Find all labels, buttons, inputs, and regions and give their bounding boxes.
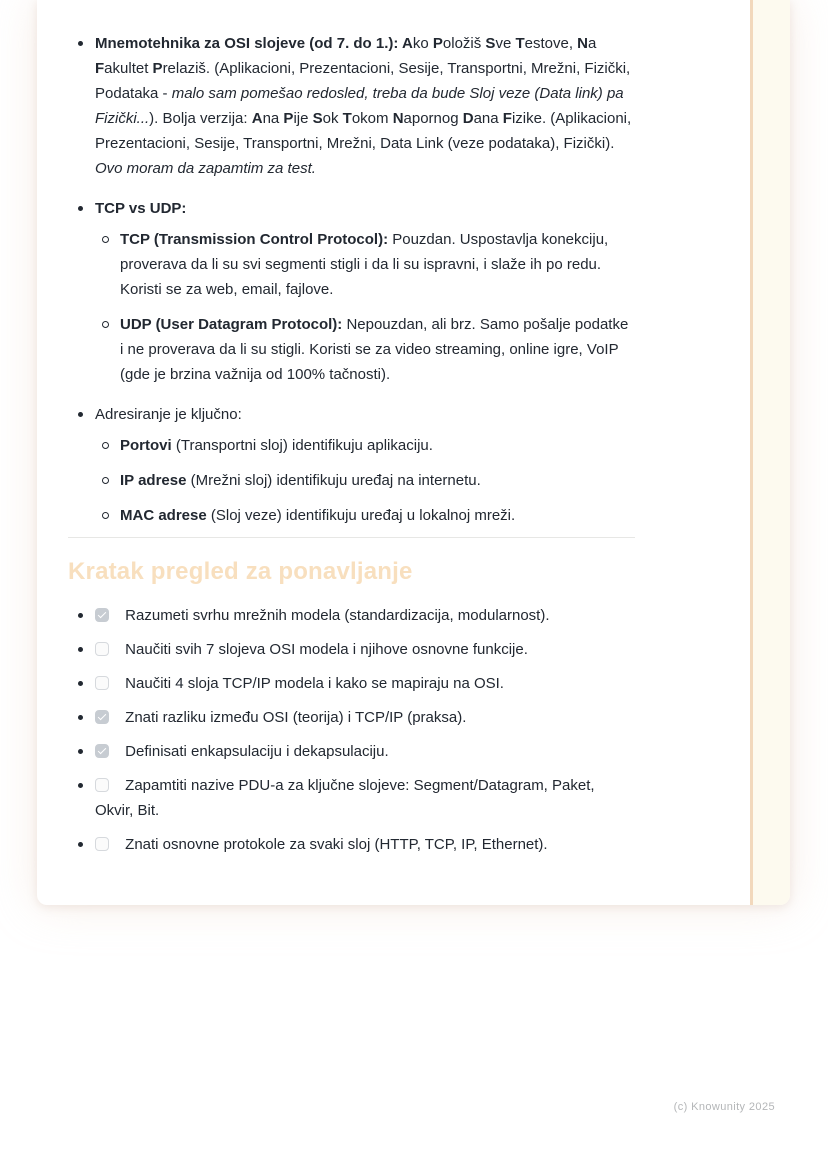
review-heading: Kratak pregled za ponavljanje bbox=[68, 558, 413, 585]
checklist-item bbox=[68, 671, 635, 696]
udp-text: UDP (User Datagram Protocol): Nepouzdan, ali brz. Samo pošalje podatke i ne proverava da li su stigli. Koristi se za video streaming, online igre, VoIP (gde je brzina važnija od 100% tačnosti). bbox=[120, 316, 629, 383]
checkbox[interactable] bbox=[95, 676, 109, 690]
list-item-ip-addresses bbox=[95, 468, 635, 493]
checklist-item bbox=[68, 739, 635, 764]
checklist-item-label: Znati osnovne protokole za svaki sloj (HTTP, TCP, IP, Ethernet). bbox=[125, 836, 548, 853]
list-item-ports bbox=[95, 433, 635, 458]
addressing-sublist bbox=[95, 433, 635, 528]
checklist-item bbox=[68, 603, 635, 628]
notes-list bbox=[68, 31, 635, 543]
checklist-item-label: Naučiti svih 7 slojeva OSI modela i njihove osnovne funkcije. bbox=[125, 641, 528, 658]
checklist-item bbox=[68, 637, 635, 662]
list-item-tcp bbox=[95, 227, 635, 302]
copyright-footer: (c) Knowunity 2025 bbox=[673, 1101, 775, 1113]
mac-addresses-text: MAC adrese (Sloj veze) identifikuju uređaj u lokalnoj mreži. bbox=[120, 507, 516, 524]
tcp-text: TCP (Transmission Control Protocol): Pouzdan. Uspostavlja konekciju, proverava da li su svi segmenti stigli i da li su ispravni, i slaže ih po redu. Koristi se za web, email, fajlove. bbox=[120, 231, 609, 298]
checkbox[interactable] bbox=[95, 710, 109, 724]
checkbox[interactable] bbox=[95, 778, 109, 792]
ports-text: Portovi (Transportni sloj) identifikuju aplikaciju. bbox=[120, 437, 433, 454]
checklist-item-label: Definisati enkapsulaciju i dekapsulaciju. bbox=[125, 743, 389, 760]
list-item-addressing bbox=[68, 402, 635, 528]
checkbox[interactable] bbox=[95, 744, 109, 758]
checklist-item bbox=[68, 832, 635, 857]
checklist-item-label: Znati razliku između OSI (teorija) i TCP/IP (praksa). bbox=[125, 709, 467, 726]
section-divider bbox=[68, 537, 635, 538]
addressing-title: Adresiranje je ključno: bbox=[95, 406, 242, 423]
tcp-udp-sublist bbox=[95, 227, 635, 387]
checklist-item-label: Naučiti 4 sloja TCP/IP modela i kako se mapiraju na OSI. bbox=[125, 675, 504, 692]
checklist-item bbox=[68, 773, 635, 823]
tcp-udp-title: TCP vs UDP: bbox=[95, 200, 187, 217]
list-item-mnemonic bbox=[68, 31, 635, 181]
checkbox[interactable] bbox=[95, 642, 109, 656]
list-item-udp bbox=[95, 312, 635, 387]
checklist-item bbox=[68, 705, 635, 730]
page-margin-strip bbox=[750, 0, 790, 905]
mnemonic-text: Mnemotehnika za OSI slojeve (od 7. do 1.): Ako Položiš Sve Testove, Na Fakultet Prelaziš. (Aplikacioni, Prezentacioni, Sesije, Transportni, Mrežni, Fizički, Podataka - malo sam pomešao redosled, treba da bude Sloj veze (Data link) pa Fizički...). Bolja verzija: Ana Pije Sok Tokom Napornog Dana Fizike. (Aplikacioni, Prezentacioni, Sesije, Transportni, Mrežni, Data Link (veze podataka), Fizički). Ovo moram da zapamtim za test. bbox=[95, 35, 632, 177]
review-checklist bbox=[68, 603, 635, 866]
ip-addresses-text: IP adrese (Mrežni sloj) identifikuju uređaj na internetu. bbox=[120, 472, 481, 489]
list-item-tcp-udp bbox=[68, 196, 635, 387]
checklist-item-label: Zapamtiti nazive PDU-a za ključne slojeve: Segment/Datagram, Paket, Okvir, Bit. bbox=[95, 777, 595, 819]
checklist-item-label: Razumeti svrhu mrežnih modela (standardizacija, modularnost). bbox=[125, 607, 550, 624]
document-page bbox=[37, 0, 790, 905]
checkbox[interactable] bbox=[95, 837, 109, 851]
list-item-mac-addresses bbox=[95, 503, 635, 528]
checkbox[interactable] bbox=[95, 608, 109, 622]
